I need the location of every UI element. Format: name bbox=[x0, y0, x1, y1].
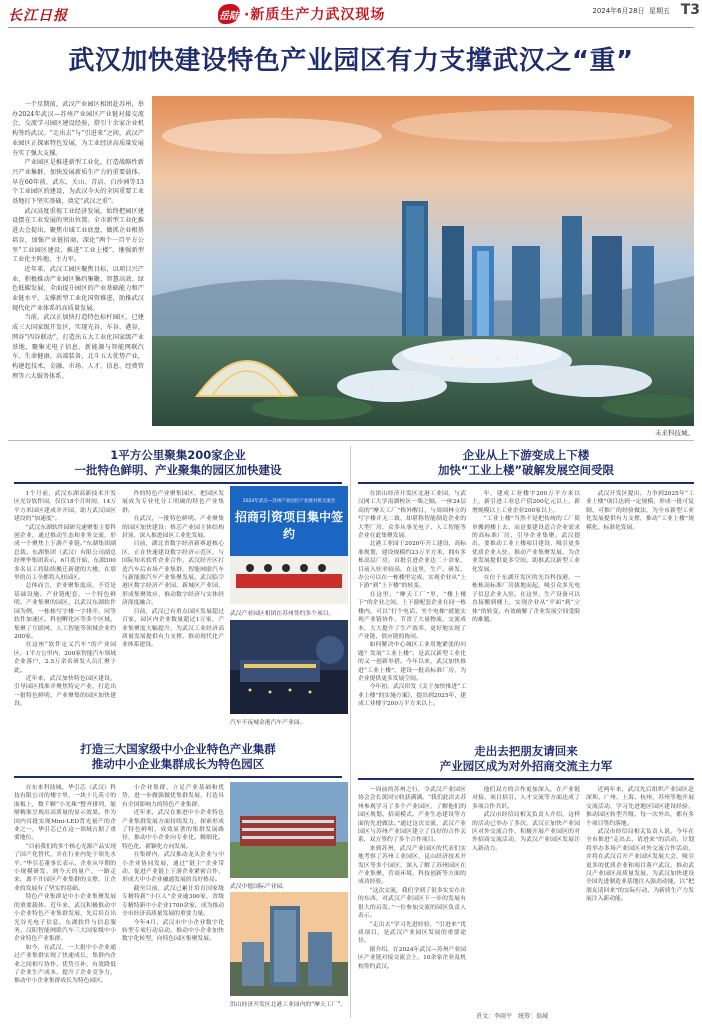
mid-divider bbox=[8, 440, 694, 441]
article-paragraph: “工业上楼”当然不是把传统的工厂简单搬到楼上去，而是要建设适合企业需求的高标准厂房，引导企业集聚。武汉提出，要推动工业上楼项目建设，吸引更多优质企业入驻，推动产业集聚发展，为企业发展提供更多空间，助推武汉新型工业化发展。 bbox=[472, 516, 580, 573]
article-paragraph: 武汉市经信局相关负责人介绍，这样的活动已举办了多次，武汉正加快产业园区对外交流合作，积极开展产业园区的对外招商交流活动，为武汉产业园区发展注入新动力。 bbox=[472, 812, 580, 852]
lead-paragraph: 近年来，武汉工园区聚焦目标，以项目兴产业，积极推动产业园区集约集聚、智慧高效、绿色低碳发展，全面提升园区的产业基础能力和产业链水平，支撑新型工业化国资推进，助推武汉现代化产业体系的高质量发展。 bbox=[12, 265, 144, 312]
article-column bbox=[472, 490, 580, 740]
section-heading bbox=[14, 742, 342, 772]
section-logo-icon: 岳陆 bbox=[218, 4, 240, 24]
article-paragraph: 如今，在武汉，一大批中小企业通过产业集群实现了快速成长，集群内企业之间相互协作、优势互补，有效降低了企业生产成本，提升了企业竞争力，推动中小企业集群成长为特色园区。 bbox=[14, 944, 116, 985]
article-paragraph: “这次交流，我们学到了很多实实在在的东西，对武汉产业园区下一步的发展有很大的启发。”一位参加交流的园区负责人表示。 bbox=[358, 887, 466, 920]
section-header bbox=[218, 4, 385, 24]
article-paragraph: 小企业集群，立足产业基础和优势，进一步做强做优集群发展，打造具有全国影响力的特色产业集群。 bbox=[122, 785, 224, 808]
article-column bbox=[122, 784, 224, 1012]
section-heading bbox=[14, 448, 342, 478]
article-paragraph: 一周前的苏州之行，令武汉产业园区协会会长黄国宝收获满满。“我们此次去苏州参观学习了多个产业园区，了解他们的园区规划、招商模式、产业生态建设等方面的先进做法。”通过这次交流，武汉产业园区与苏州产业园区建立了良好的合作关系，双方签约了多个合作项目。 bbox=[358, 787, 466, 844]
article-paragraph: 据介绍，在2024年武汉—苏州产业园区产业链对接交流会上，10余家企业及机构签约武汉。 bbox=[358, 946, 466, 970]
weekday: 星期五 bbox=[649, 7, 670, 15]
section-heading-line: 推动中小企业集群成长为特色园区 bbox=[91, 757, 265, 771]
section-heading-line: 一批特色鲜明、产业聚集的园区加快建设 bbox=[74, 463, 282, 477]
auto-park-illustration bbox=[230, 620, 348, 714]
article-paragraph: 北港工业园于2020年开工建设，高标准规划，建设规模约23万平方米，拥有多栋高层厂房，首批引进企业达二十余家，目前入驻率较高。在这里，生产、研发、办公可以在一栋楼里完成，实现企业从“上下游”到“上下楼”的转变。 bbox=[358, 541, 466, 590]
article-paragraph: 在东来科技城，华引芯（武汉）科技有限公司的楼宇里，一块十几英寸的面板上，数千颗“小光珠”整齐排列，能够精准呈现出高质量的显示效果。作为国内首批实现Mini-LED背光量产的企业之一，华引芯已在这一领域占据了重要地位。 bbox=[14, 785, 116, 842]
article-paragraph: “武汉东湖软件园研究速聚集主要科创企业，通过推动生态和业务交流，形成一个聚焦上下游产业链。”东湖集团副总裁、东湖集团（武汉）有限公司副总经理李集团表示，6月底开始，东湖300多名员工将陆续搬迁新建的大楼，在那里的员工全都将入驻园区。 bbox=[14, 524, 116, 582]
article-column bbox=[586, 490, 694, 740]
heading-rule bbox=[358, 482, 694, 484]
article-column bbox=[14, 490, 116, 730]
section-title: ·新质生产力武汉现场 bbox=[244, 7, 386, 23]
article-paragraph: 今年4月，武汉市中小企业数字化转型专项行动启动，推动中小企业加快数字化转型，向特色园区集聚发展。 bbox=[122, 919, 224, 943]
article-paragraph: 目前，湖北省数字经济新赛道核心区，正在快速建设数字经济示范区，与国际知名软件企业合作。武汉经开区打造汽车后市场产业集群，智能网联汽车与新能源汽车产业集聚发展。武汉临空港区数字经济产业园、新城区产业园，形成集聚效应，推动数字经济与实体经济深度融合。 bbox=[122, 541, 224, 607]
article-column bbox=[122, 490, 224, 730]
top-divider bbox=[8, 27, 694, 28]
article-column bbox=[358, 490, 466, 740]
section-heading bbox=[358, 448, 694, 478]
lead-article bbox=[12, 100, 144, 381]
hero-photo bbox=[152, 96, 694, 426]
article-paragraph: 武汉市经信局相关负责人说，今年在全市推进“走出去、请进来”的活动，计划将举办多场产业园区对外交流合作活动，并将在武汉召开产业园区发展大会，吸引更多的优质企业和项目落户武汉，推动武汉产业园区高质量发展，为武汉加快建设全国先进制造业基地注入强劲动能，以“把朋友请回来”的实际行动，为新质生产力发展注入新动能。 bbox=[586, 829, 694, 903]
section-heading-line: 1平方公里聚集200家企业 bbox=[110, 448, 246, 462]
lead-paragraph: 产业园区是推进新型工业化，打造战略性新兴产业集群、加快发展新质生产力的重要载体。早在60年前，武东、关山、青店、白沙洲等13个工业园区的建设，为武汉今天的全国重要工业基地打下坚实基础，奠定“武汉之重”。 bbox=[12, 159, 144, 206]
article-paragraph: 特色产业集群是中小企业集聚发展的重要载体。近年来，武汉积极推动中小企业特色产业集群发展，先后培育出光谷光电子信息、东湖软件与信息服务、汉阳智能网联汽车三大国家级中小企业特色产业集群。 bbox=[14, 894, 116, 943]
page-date bbox=[592, 6, 670, 16]
article-paragraph: 总体而言，企业聚集度高，不管是基础设施、产业链配套，一个特色鲜明、产业集聚的园区，以武汉东湖软件园为例，一栋栋写字楼一字排开，同等软件加速区、科创孵化区等多个区域，集聚了互联网、人工智能等领域企业约200家。 bbox=[14, 583, 116, 640]
article-paragraph: 今年初，武汉印发《关于加快推进“工业上楼”的实施方案》，提出到2025年，建成工业楼宇200万平方米以上。 bbox=[358, 684, 466, 708]
heading-rule bbox=[14, 776, 342, 778]
date: 2024年6月28日 bbox=[592, 7, 645, 15]
article-paragraph: 作的特色产业聚集园区，把园区发展成为专业化分工明确的特色产业集群。 bbox=[122, 491, 224, 514]
article-paragraph: 武汉开发区提出，力争到2025年“工业上楼”项目达到一定规模，形成一批可复制、可推广的经验做法，为全市新型工业化发展提供有力支撑，推动“工业上楼”规模化、标准化发展。 bbox=[586, 491, 694, 531]
photo-caption: 洪山经济开发区北港工业园内的“摩天工厂”。 bbox=[230, 1002, 347, 1008]
heading-rule bbox=[14, 482, 342, 484]
article-paragraph: “走出去”学习先进经验，“引进来”优质项目，是武汉产业园区发展的重要途径。 bbox=[358, 921, 466, 945]
signing-ceremony-photo bbox=[230, 486, 348, 604]
article-paragraph: 如何解决中心城区工业用地紧张的问题？发展“工业上楼”，是武汉新型工业化的又一创新举措。今年以来，武汉加快推进“工业上楼”，建设一批高标准厂房，为企业提供更多发展空间。 bbox=[358, 642, 466, 682]
photo-caption: 汽车不夜城金港汽车产业园。 bbox=[230, 720, 306, 726]
article-paragraph: 在武汉，一批特色鲜明、产业聚集的园区加快建设：格芯产业园主体结构封顶，深入推进园区工业化发展。 bbox=[122, 516, 224, 540]
article-paragraph: 在集群内，武汉推动龙头企业与中小企业协同发展，通过“链主”企业带动，促进产业链上下游企业紧密合作，形成大中小企业融通发展的良好格局。 bbox=[122, 852, 224, 884]
sino-german-illustration bbox=[230, 782, 348, 878]
banner-title: 招商引资项目集中签约 bbox=[234, 510, 343, 541]
article-paragraph: 截至目前，武汉已累计培育国家级专精特新“小巨人”企业逾300家，省级专精特新中小企业1700余家，成为推动全市经济高质量发展的重要力量。 bbox=[122, 885, 224, 918]
article-paragraph: “目前我们的多个核心光源产品实现了国产化替代，并在行业内处于领先水平。”华引芯董事长表示，企业从早期的小规模研发，到今天的量产，一路走来，离不开园区产业集群的支撑，让企业的发展有了坚实的基础。 bbox=[14, 843, 116, 892]
banner-subtitle: 2024年武汉—苏州产业园区产业链对接交流会 bbox=[242, 499, 336, 504]
skyscraper-factory-photo bbox=[230, 892, 348, 996]
article-paragraph: 目前，武汉已有重点园区发展超过百家，园区内企业数量超过1万家，产业集聚度大幅提升，为武汉工业经济高质量发展提供有力支撑，推动现代化产业体系建设。 bbox=[122, 608, 224, 649]
section-heading-line: 加快“工业上楼”破解发展空间受限 bbox=[437, 463, 615, 477]
article-paragraph: 在这里，“摩天工厂”里，“楼上楼下”的企业之间，上下游配套企业在同一栋楼内，可以“打个电话、坐个电梯”就能实现产业链协作，节省了大量物流、交流成本，大大提升了生产效率，更好地实现了产业链、供应链的协同。 bbox=[358, 591, 466, 640]
heading-rule bbox=[358, 778, 694, 780]
article-paragraph: 来到苏州，武汉产业园区的代表们实地考察了苏州工业园区、昆山经济技术开发区等多个园区，深入了解了苏州园区在产业集聚、营商环境、科技创新等方面的成功经验。 bbox=[358, 845, 466, 886]
article-paragraph: 在浓山经济开发区北港工业园，与武汉网工大学南湖校区一墙之隔，一座24层高的“摩天工厂”格外醒目，与周围林立的写字楼并无二致，却堪称智能制造企业的大型厂房，众多从事光电子、人工智能等企业在此集聚发展。 bbox=[358, 491, 466, 540]
section-heading-line: 走出去把朋友请回来 bbox=[474, 744, 578, 758]
article-paragraph: 他们双方的合作更加深入，在产业链对接、项目招引、人才交流等方面达成了多项合作共识。 bbox=[472, 787, 580, 810]
section-heading-line: 企业从上下游变成上下楼 bbox=[462, 448, 590, 462]
sino-german-park-photo bbox=[230, 782, 348, 878]
article-column bbox=[472, 786, 580, 1008]
main-headline: 武汉加快建设特色产业园区有力支撑武汉之“重” bbox=[68, 46, 634, 76]
article-paragraph: 在这座“软件定义汽车”的产业园区，1平方公里内，200家智能汽车领域企业落户，2.5万余名研发人员汇聚于此。 bbox=[14, 642, 116, 674]
column-divider bbox=[350, 446, 351, 1018]
photo-caption: 武汉中德国际产业园。 bbox=[230, 884, 288, 890]
article-paragraph: 年，建成工业楼宇200万平方米以上，新引进工业总产值200亿元以上，新增规模以上工业企业200家以上。 bbox=[472, 491, 580, 514]
hero-photo-illustration bbox=[152, 96, 694, 426]
article-paragraph: 1个月前，武汉东湖高新技术开发区光谷软件园，仅仅18个月时间，14万平方米园区建成并开园，助力武汉园区建设的“加速度”。 bbox=[14, 491, 116, 523]
page-number: T3 bbox=[680, 2, 700, 18]
lead-paragraph: 一个星期前，武汉产业园区相团赴苏州，举办2024年武汉—苏州产业园区产业链对接交流会，交流学习园区建设经验，搭引十余家企业机构签约武汉。“走出去”与“引进来”之间，武汉产业园区正探索特色发展，为工业经济高质量发展夯实了强大支撑。 bbox=[12, 101, 144, 157]
hero-caption: 未来科技城。 bbox=[655, 429, 694, 437]
article-paragraph: 近年来，武汉加快特色园区建设，引导园区找准并聚焦特定产业，打造出一批特色鲜明、产业聚集的园区加快建设。 bbox=[14, 675, 116, 708]
article-paragraph: 近年来，武汉在推进中小企业特色产业集群发展方面持续发力，探索形成了特色鲜明、成效显著的集群发展路径，推动中小企业向专业化、精细化、特色化、新颖化方向发展。 bbox=[122, 810, 224, 850]
article-column bbox=[14, 784, 116, 1012]
section-heading bbox=[358, 744, 694, 774]
editor-credit: 責文：李雨平 统筹：翁城 bbox=[476, 1013, 549, 1020]
lead-paragraph: 当前，武汉正加快打造特色标杆园区，已建成三大国家级开发区，实现光谷、车谷、港谷、网谷“四谷联动”，打造出五大工业化国家级产业基地，聚集光电子信息、新能源与智能网联汽车、生命健康、高端装备、北斗五大优势产业，构建起技术、金融、市场、人才、信息、经费管理等六大服务体系。 bbox=[12, 314, 144, 380]
article-paragraph: 在位于东湖开发区的光谷科技港，一栋栋高标准厂房拔地而起，吸引众多光电子信息企业入驻。在这里，生产设备可以直接搬到楼上，实现企业从“平面”到“立体”的转变，有效破解了企业发展空间受限的难题。 bbox=[472, 575, 580, 624]
skyscraper-factory-illustration bbox=[230, 892, 348, 996]
auto-park-photo bbox=[230, 620, 348, 714]
section-heading-line: 打造三大国家级中小企业特色产业集群 bbox=[80, 742, 276, 756]
section-heading-line: 产业园区成为对外招商交流主力军 bbox=[439, 759, 613, 773]
article-column bbox=[586, 786, 694, 1008]
article-paragraph: 近两年来，武汉先后组织产业园区赴深圳、广州、上海、杭州、苏州等地开展交流活动，学习先进地区园区建设经验，推动园区转型升级。每一次外出，都有多个项目签约落地。 bbox=[586, 787, 694, 827]
article-column bbox=[358, 786, 466, 1008]
paper-name: 长江日报 bbox=[8, 8, 68, 24]
lead-paragraph: 武汉高度重视工业经济发展，始终把园区建设摆在工业发展的突出位置。全市新型工业化推进大会提出，聚焦市域工业底盘，做抓企业根基培育，加强产业链招商，深化“两个一百平方公里”工业园区建设，推进“工业上楼”，继强新型工业化主阵地、主力军。 bbox=[12, 207, 144, 264]
photo-caption: 武汉产业园区相团在苏州签约多个项目。 bbox=[230, 611, 335, 617]
